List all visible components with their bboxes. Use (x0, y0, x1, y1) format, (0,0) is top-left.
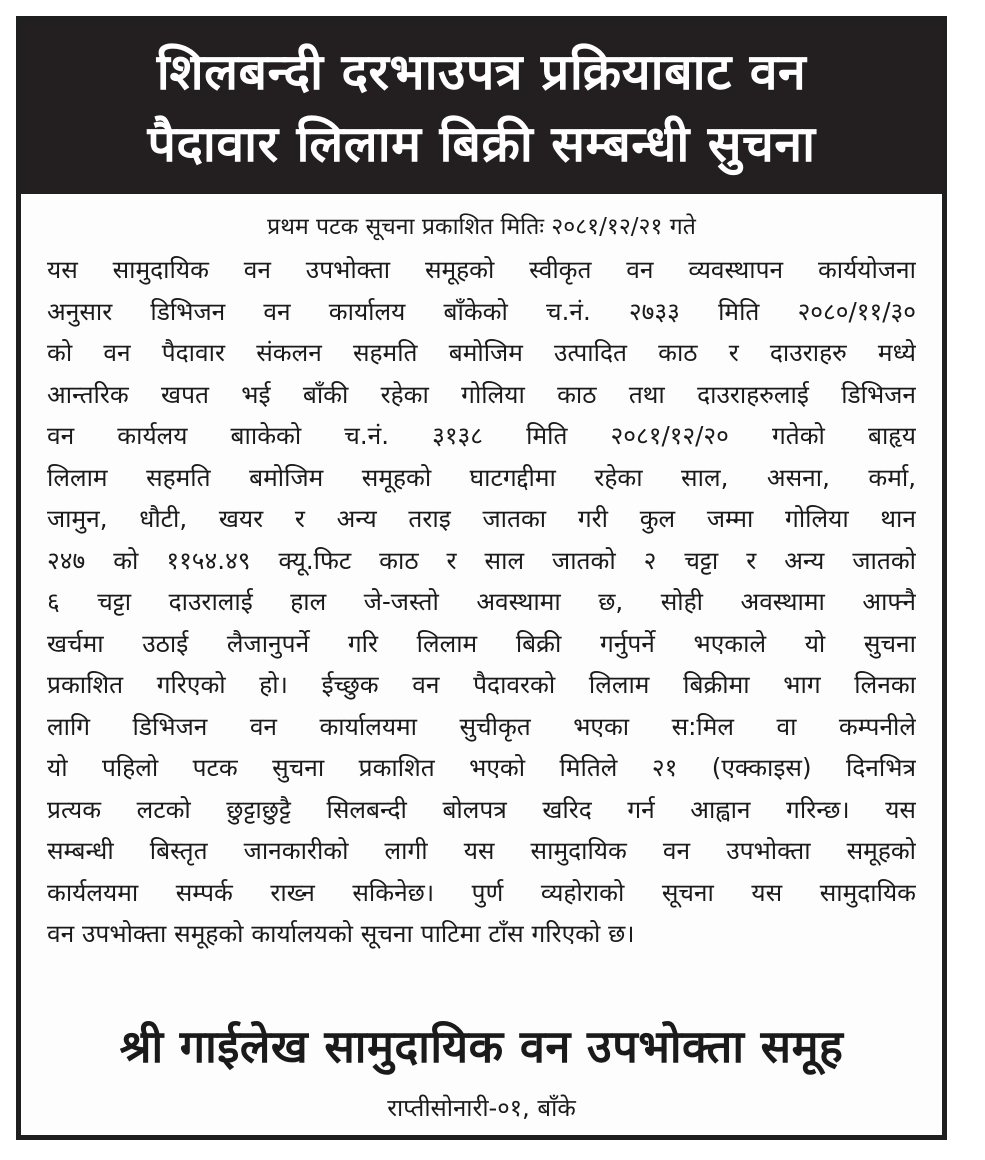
body-line: वन कार्यलय बााकेको च.नं. ३१३८ मिति २०८१/१२/२० गतेको बाहृय (47, 421, 916, 450)
body-line: आन्तरिक खपत भई बाँकी रहेका गोलिया काठ तथा दाउराहरुलाई डिभिजन (47, 379, 916, 409)
body-line: २४७ को ११५४.४९ क्यू.फिट काठ र साल जातको २ चट्टा र अन्य जातको (47, 545, 916, 575)
body-line: कार्यलयमा सम्पर्क राख्न सकिनेछ। पुर्ण व्यहोराको सूचना यस सामुदायिक (47, 877, 916, 907)
notice-body (47, 211, 916, 955)
body-line: को वन पैदावार संकलन सहमति बमोजिम उत्पादित काठ र दाउराहरु मध्ये (47, 338, 916, 367)
title-line-1: शिलबन्दी दरभाउपत्र प्रक्रियाबाट वन (156, 42, 807, 101)
notice-footer (21, 1016, 942, 1126)
body-text (47, 249, 916, 955)
body-line: वन उपभोक्ता समूहको कार्यालयको सूचना पाटिमा टाँस गरिएको छ। (47, 919, 635, 948)
title-line-2: पैदावार लिलाम बिक्री सम्बन्धी सुचना (147, 114, 816, 173)
notice-frame (16, 16, 947, 1140)
body-line: खर्चमा उठाई लैजानुपर्ने गरि लिलाम बिक्री गर्नुपर्ने भएकाले यो सुचना (47, 628, 916, 658)
body-line: प्रकाशित गरिएको हो। ईच्छुक वन पैदावरको लिलाम बिक्रीमा भाग लिनका (47, 670, 916, 699)
body-line: सम्बन्धी बिस्तृत जानकारीको लागी यस सामुदायिक वन उपभोक्ता समूहको (47, 836, 916, 865)
organization-address: राप्तीसोनारी-०१, बाँके (387, 1094, 576, 1122)
body-line: ६ चट्टा दाउरालाई हाल जे-जस्तो अवस्थामा छ, सोही अवस्थामा आफ्नै (47, 587, 916, 616)
body-line: यस सामुदायिक वन उपभोक्ता समूहको स्वीकृत वन व्यवस्थापन कार्ययोजना (47, 255, 916, 284)
publication-date: प्रथम पटक सूचना प्रकाशित मितिः २०८१/१२/२१ गते (267, 214, 696, 240)
body-line: यो पहिलो पटक सुचना प्रकाशित भएको मितिले २१ (एक्काइस) दिनभित्र (47, 753, 916, 782)
body-line: लिलाम सहमति बमोजिम समूहको घाटगद्दीमा रहेका साल, असना, कर्मा, (47, 462, 916, 492)
body-line: लागि डिभिजन वन कार्यालयमा सुचीकृत भएका स:मिल वा कम्पनीले (47, 711, 916, 741)
title-banner (21, 21, 942, 194)
body-line: अनुसार डिभिजन वन कार्यालय बाँकेको च.नं. २७३३ मिति २०८०/११/३० (47, 296, 916, 326)
body-line: प्रत्यक लटको छुट्टाछुट्टै सिलबन्दी बोलपत्र खरिद गर्न आह्वान गरिन्छ। यस (47, 794, 916, 824)
organization-name: श्री गाईलेख सामुदायिक वन उपभोक्ता समूह (119, 1020, 844, 1073)
body-line: जामुन, धौटी, खयर र अन्य तराइ जातका गरी कुल जम्मा गोलिया थान (47, 504, 916, 533)
